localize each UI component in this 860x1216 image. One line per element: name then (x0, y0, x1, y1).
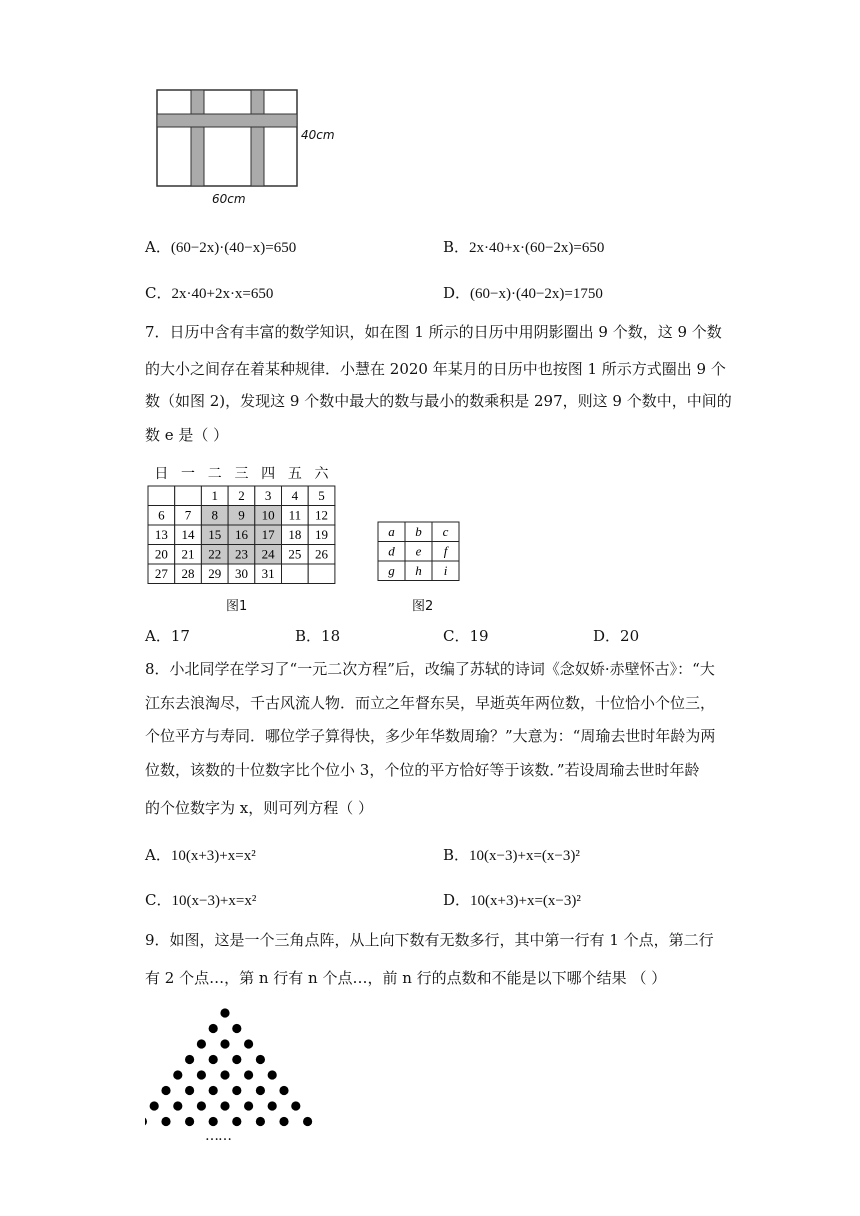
letter-grid-letter: e (415, 543, 422, 559)
q7-fig2-caption: 图2 (412, 599, 434, 614)
triangle-dot (209, 1117, 218, 1126)
q6-option-a[interactable]: A．(60−2x)·(40−x)=650 (145, 238, 297, 256)
calendar-day: 28 (181, 566, 195, 581)
triangle-dot (232, 1086, 241, 1095)
q6-height-label: 40cm (301, 128, 335, 142)
triangle-dot (232, 1024, 241, 1033)
q9-line-1: 9．如图，这是一个三角点阵，从上向下数有无数多行，其中第一行有 1 个点，第二行 (145, 931, 714, 949)
triangle-dot (161, 1086, 170, 1095)
q6-option-d[interactable]: D．(60−x)·(40−2x)=1750 (443, 284, 603, 302)
calendar-day: 5 (318, 488, 325, 503)
calendar-day: 14 (181, 527, 195, 542)
q7-line-2: 的大小之间存在着某种规律．小慧在 2020 年某月的日历中也按图 1 所示方式圈出 9 个 (145, 360, 726, 378)
q9-dot-triangle-figure (145, 1005, 320, 1150)
triangle-dot (161, 1117, 170, 1126)
q6-option-c[interactable]: C．2x·40+2x·x=650 (145, 284, 274, 302)
calendar-day: 29 (208, 566, 222, 581)
letter-grid-letter: d (388, 543, 395, 559)
triangle-dot (209, 1086, 218, 1095)
calendar-day: 30 (234, 566, 248, 581)
triangle-dot (232, 1117, 241, 1126)
calendar-weekday: 二 (207, 467, 222, 482)
triangle-dot (185, 1055, 194, 1064)
calendar-day: 3 (264, 488, 272, 503)
q7-option-d[interactable]: D．20 (593, 627, 640, 645)
calendar-day: 27 (154, 566, 168, 581)
calendar-day: 8 (211, 507, 218, 523)
letter-grid-letter: h (415, 563, 422, 578)
calendar-day: 13 (154, 527, 168, 542)
q8-option-c[interactable]: C．10(x−3)+x=x² (145, 891, 257, 909)
triangle-dot (150, 1101, 159, 1110)
q9-line-2: 有 2 个点…，第 n 行有 n 个点…，前 n 行的点数和不能是以下哪个结果 （ ） (145, 969, 667, 987)
q8-line-5: 的个位数字为 x，则可列方程（ ） (145, 799, 373, 817)
q6-figure (150, 85, 350, 210)
q7-line-3: 数（如图 2)，发现这 9 个数中最大的数与最小的数乘积是 297，则这 9 个数中，中间的 (145, 392, 732, 410)
calendar-day: 7 (184, 507, 192, 523)
calendar-day: 17 (261, 527, 275, 542)
triangle-dot (197, 1039, 206, 1048)
calendar-day: 21 (181, 546, 195, 562)
q7-line-1: 7．日历中含有丰富的数学知识，如在图 1 所示的日历中用阴影圈出 9 个数，这 9 个数 (145, 323, 722, 341)
calendar-weekday: 四 (261, 467, 276, 482)
triangle-dot (220, 1008, 229, 1017)
triangle-dot (220, 1070, 229, 1079)
calendar-day: 4 (291, 488, 299, 503)
triangle-dot (268, 1101, 277, 1110)
q7-option-c[interactable]: C．19 (443, 627, 489, 645)
calendar-cell (175, 486, 202, 506)
triangle-dot (197, 1101, 206, 1110)
q7-calendar-figure (145, 464, 345, 614)
calendar-day: 24 (261, 546, 275, 562)
calendar-day: 6 (158, 507, 165, 523)
calendar-day: 2 (238, 488, 245, 503)
q7-fig1-caption: 图1 (226, 599, 248, 614)
triangle-dot (209, 1055, 218, 1064)
triangle-dot (244, 1039, 253, 1048)
triangle-dot (244, 1101, 253, 1110)
calendar-cell (148, 486, 175, 506)
triangle-dot (145, 1117, 147, 1126)
calendar-day: 31 (261, 566, 275, 581)
calendar-cell (282, 564, 309, 584)
calendar-day: 26 (315, 546, 329, 562)
calendar-weekday: 日 (154, 467, 169, 482)
triangle-dot (197, 1070, 206, 1079)
triangle-dot (279, 1086, 288, 1095)
letter-grid-letter: g (388, 563, 395, 578)
calendar-day: 19 (315, 527, 329, 542)
q8-option-a[interactable]: A．10(x+3)+x=x² (145, 846, 256, 864)
letter-grid-letter: f (443, 543, 448, 559)
q6-width-label: 60cm (212, 192, 246, 206)
letter-grid-letter: i (443, 563, 448, 578)
q7-letter-grid-figure (377, 520, 462, 585)
q7-option-a[interactable]: A．17 (145, 627, 190, 645)
q8-line-3: 个位平方与寿同．哪位学子算得快，多少年华数周瑜？”大意为：“周瑜去世时年龄为两 (145, 727, 716, 745)
calendar-weekday: 三 (234, 467, 249, 482)
triangle-dot (173, 1101, 182, 1110)
q7-option-b[interactable]: B．18 (295, 627, 341, 645)
calendar-day: 25 (288, 546, 302, 562)
calendar-day: 23 (234, 546, 248, 562)
q8-line-4: 位数，该数的十位数字比个位小 3，个位的平方恰好等于该数．”若设周瑜去世时年龄 (145, 761, 700, 779)
triangle-dot (220, 1101, 229, 1110)
calendar-day: 15 (208, 527, 222, 542)
calendar-day: 20 (154, 546, 168, 562)
letter-grid-letter: c (442, 524, 449, 539)
calendar-weekday: 一 (181, 467, 196, 482)
triangle-dot (279, 1117, 288, 1126)
calendar-day: 1 (211, 488, 218, 503)
calendar-day: 18 (288, 527, 302, 542)
triangle-dot (268, 1070, 277, 1079)
q8-line-2: 江东去浪淘尽，千古风流人物．而立之年督东吴，早逝英年两位数，十位恰小个位三， (145, 694, 716, 712)
triangle-dot (303, 1117, 312, 1126)
triangle-dot (291, 1101, 300, 1110)
calendar-cell (308, 564, 335, 584)
triangle-dot (220, 1039, 229, 1048)
calendar-weekday: 六 (314, 467, 329, 482)
q7-line-4: 数 e 是（ ） (145, 426, 229, 444)
triangle-dot (256, 1117, 265, 1126)
calendar-day: 22 (208, 546, 222, 562)
calendar-day: 9 (238, 507, 245, 523)
calendar-day: 10 (261, 507, 275, 523)
triangle-dot (244, 1070, 253, 1079)
calendar-day: 11 (288, 507, 302, 523)
triangle-dot (209, 1024, 218, 1033)
letter-grid-letter: b (415, 524, 422, 539)
q6-option-b[interactable]: B．2x·40+x·(60−2x)=650 (443, 238, 605, 256)
q8-option-d[interactable]: D．10(x+3)+x=(x−3)² (443, 891, 581, 909)
triangle-dot (173, 1070, 182, 1079)
calendar-weekday: 五 (287, 467, 302, 482)
letter-grid-letter: a (388, 524, 395, 539)
triangle-dot (256, 1086, 265, 1095)
triangle-dot (232, 1055, 241, 1064)
calendar-day: 16 (234, 527, 248, 542)
q8-line-1: 8．小北同学在学习了“一元二次方程”后，改编了苏轼的诗词《念奴娇·赤壁怀古》：“大 (145, 660, 715, 678)
triangle-dot (256, 1055, 265, 1064)
triangle-dot (185, 1086, 194, 1095)
calendar-day: 12 (315, 507, 329, 523)
triangle-dot (185, 1117, 194, 1126)
q9-ellipsis: …… (205, 1128, 231, 1144)
q8-option-b[interactable]: B．10(x−3)+x=(x−3)² (443, 846, 580, 864)
